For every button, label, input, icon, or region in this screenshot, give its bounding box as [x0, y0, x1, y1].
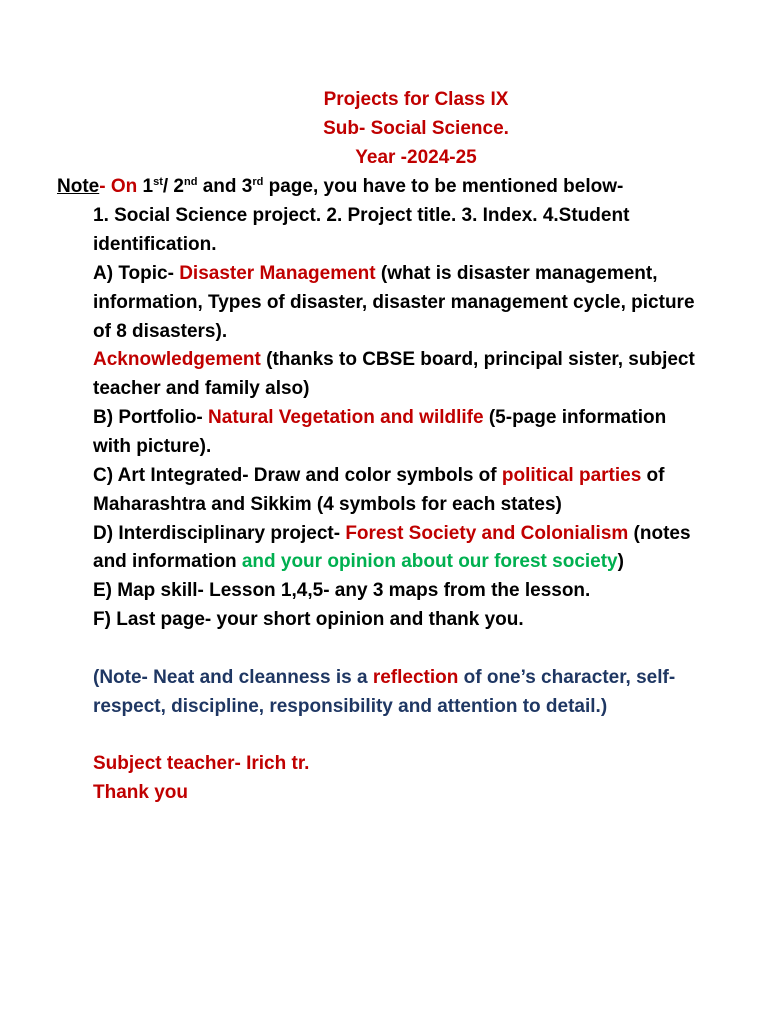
note-sup-3: rd [252, 176, 264, 188]
item-f-line: F) Last page- your short opinion and thank you. [93, 609, 524, 630]
note-text-4: page, you have to be mentioned below- [263, 176, 624, 197]
item-d-desc: (notes [628, 523, 691, 544]
year-line: Year -2024-25 [355, 147, 477, 168]
thank-you: Thank you [93, 782, 189, 803]
item-c-prefix: C) Art Integrated- Draw and color symbols of [93, 465, 502, 486]
closing-note-line-2: respect, discipline, responsibility and attention to detail.) [93, 696, 608, 717]
item-b-line-1 [93, 407, 666, 429]
item-c-suffix: of [641, 465, 665, 486]
item-d-line-1 [93, 523, 691, 545]
item-d-close: ) [617, 551, 624, 572]
item-b-desc: (5-page information [483, 407, 667, 428]
item-b-prefix: B) Portfolio- [93, 407, 209, 428]
title: Projects for Class IX [323, 89, 509, 110]
note-sup-1: st [153, 176, 163, 188]
note-on: On [110, 176, 138, 197]
item-a-line-3: of 8 disasters). [93, 321, 228, 342]
note-text-2: / 2 [162, 176, 184, 197]
item-d-prefix: D) Interdisciplinary project- [93, 523, 346, 544]
item-b-line-2: with picture). [93, 436, 212, 457]
note-text-1: 1 [137, 176, 154, 197]
acknowledgement-line-1 [93, 349, 695, 371]
item-c-line-2: Maharashtra and Sikkim (4 symbols for each states) [93, 494, 562, 515]
item-a-line-2: information, Types of disaster, disaster management cycle, picture [93, 292, 695, 313]
note-line [57, 176, 623, 198]
note-dash: - [99, 176, 111, 197]
item-a-line-1 [93, 263, 658, 285]
item-e-line: E) Map skill- Lesson 1,4,5- any 3 maps from the lesson. [93, 580, 591, 601]
closing-note-a: (Note- Neat and cleanness is a [93, 667, 373, 688]
item-d-line-2 [93, 551, 624, 573]
requirements-line-2: identification. [93, 234, 217, 255]
item-b-topic: Natural Vegetation and wildlife [208, 407, 484, 428]
closing-note-c: of one’s character, self- [458, 667, 676, 688]
closing-note-line-1 [93, 667, 675, 689]
note-text-3: and 3 [197, 176, 253, 197]
item-a-prefix: A) Topic- [93, 263, 180, 284]
item-a-topic: Disaster Management [179, 263, 376, 284]
closing-note-reflection: reflection [372, 667, 459, 688]
item-c-topic: political parties [501, 465, 642, 486]
note-label: Note [57, 176, 100, 197]
acknowledgement-label: Acknowledgement [93, 349, 261, 370]
item-a-desc: (what is disaster management, [375, 263, 658, 284]
requirements-line-1: 1. Social Science project. 2. Project title. 3. Index. 4.Student [93, 205, 630, 226]
item-c-line-1 [93, 465, 665, 487]
item-d-opinion: and your opinion about our forest society [241, 551, 618, 572]
acknowledgement-line-2: teacher and family also) [93, 378, 310, 399]
subject-line: Sub- Social Science. [323, 118, 509, 139]
note-sup-2: nd [184, 176, 198, 188]
item-d-info: and information [93, 551, 242, 572]
subject-teacher: Subject teacher- Irich tr. [93, 753, 310, 774]
acknowledgement-desc: (thanks to CBSE board, principal sister, subject [260, 349, 695, 370]
item-d-topic: Forest Society and Colonialism [345, 523, 629, 544]
